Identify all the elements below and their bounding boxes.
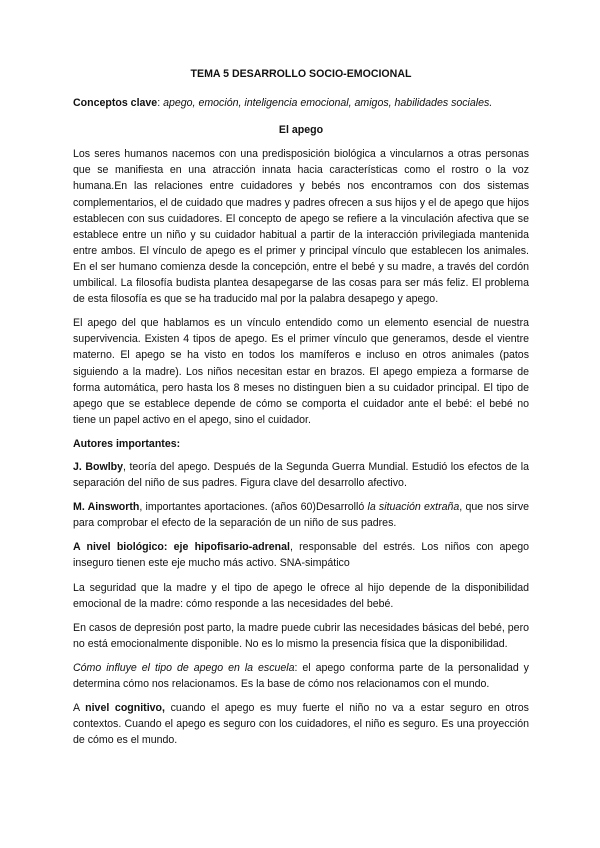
cognitive-prefix: A bbox=[73, 702, 86, 715]
keywords-label: Conceptos clave bbox=[73, 97, 158, 110]
authors-heading: Autores importantes: bbox=[73, 437, 181, 450]
ainsworth-text-1: , importantes aportaciones. (años 60)Desarrolló bbox=[139, 501, 368, 514]
biological-text: , responsable del estrés. Los niños con apego inseguro tienen este eje mucho más activo. SNA-simpático bbox=[73, 541, 529, 570]
bowlby-name: J. Bowlby bbox=[73, 460, 124, 473]
keywords-colon: : bbox=[157, 97, 164, 110]
paragraph-intro: Los seres humanos nacemos con una predisposición biológica a vincularnos a otras personas que se manifiesta en una atracción innata hacia características como el rostro o la voz humana.En las relaciones entre cuidadores y bebés nos encontramos con dos sistemas complementarios, el de cuidado que madres y padres ofrecen a sus hijos y el de apego que hijos establecen con sus cuidadores. El concepto de apego se refiere a la vinculación afectiva que se establece entre un niño y su cuidador habitual a partir de la interacción privilegiada mantenida entre ambos. El vínculo de apego es el primer y principal vínculo que establecen los animales. En el ser humano comienza desde la concepción, entre el bebé y su madre, a través del cordón umbilical. La filosofía budista plantea desapegarse de las cosas para ser más feliz. El problema de esta filosofía es que se ha traducido mal por la palabra desapego y apego. bbox=[73, 148, 529, 306]
paragraph-ainsworth bbox=[73, 499, 529, 531]
bowlby-text: , teoría del apego. Después de la Segunda Guerra Mundial. Estudió los efectos de la separación del niño de sus padres. Figura clave del desarrollo afectivo. bbox=[73, 460, 529, 490]
section-title: El apego bbox=[278, 124, 324, 137]
cognitive-text: cuando el apego es muy fuerte el niño no va a estar seguro en otros contextos. Cuando el apego es seguro con los cuidadores, el niño es seguro. Es una proyección de cómo es el mundo. bbox=[73, 702, 529, 747]
paragraph-biological bbox=[73, 539, 529, 571]
keywords-line bbox=[73, 95, 529, 111]
ainsworth-name: M. Ainsworth bbox=[73, 501, 140, 514]
paragraph-bowlby bbox=[73, 459, 529, 491]
paragraph-depression: En casos de depresión post parto, la madre puede cubrir las necesidades básicas del bebé, pero no está emocionalmente disponible. No es lo mismo la presencia física que la disponibilidad. bbox=[73, 621, 529, 650]
document-title: TEMA 5 DESARROLLO SOCIO-EMOCIONAL bbox=[190, 68, 412, 80]
school-italic: Cómo influye el tipo de apego en la escuela bbox=[73, 661, 295, 674]
paragraph-cognitive bbox=[73, 700, 529, 748]
document-body bbox=[73, 66, 529, 756]
ainsworth-italic: la situación extraña bbox=[367, 501, 460, 514]
school-text: : el apego conforma parte de la personalidad y determina cómo nos relacionamos. Es la base de cómo nos relacionamos con el mundo. bbox=[73, 661, 529, 690]
keywords-list: apego, emoción, inteligencia emocional, amigos, habilidades sociales. bbox=[163, 97, 493, 110]
biological-label: A nivel biológico: eje hipofisario-adrenal bbox=[73, 541, 290, 554]
paragraph-security: La seguridad que la madre y el tipo de apego le ofrece al hijo depende de la disponibilidad emocional de la madre: cómo responde a las necesidades del bebé. bbox=[73, 581, 529, 610]
paragraph-survival: El apego del que hablamos es un vínculo entendido como un elemento esencial de nuestra supervivencia. Existen 4 tipos de apego. Es el primer vínculo que generamos, desde el vientre materno. El apego se ha visto en todos los mamíferos e incluso en otros animales (patos siguiendo a la madre). Los niños necesitan estar en brazos. El apego empieza a formarse de forma automática, pero hasta los 8 meses no distinguen bien a su cuidador principal. El tipo de apego que se establece depende de cómo se comporta el cuidador ante el bebé: el bebé no tiene un papel activo en el apego, sino el cuidador. bbox=[73, 317, 529, 426]
paragraph-school bbox=[73, 660, 529, 692]
cognitive-label: nivel cognitivo, bbox=[85, 702, 165, 715]
ainsworth-text-2: , que nos sirve para comprobar el efecto de la separación de un niño de sus padres. bbox=[73, 501, 530, 530]
